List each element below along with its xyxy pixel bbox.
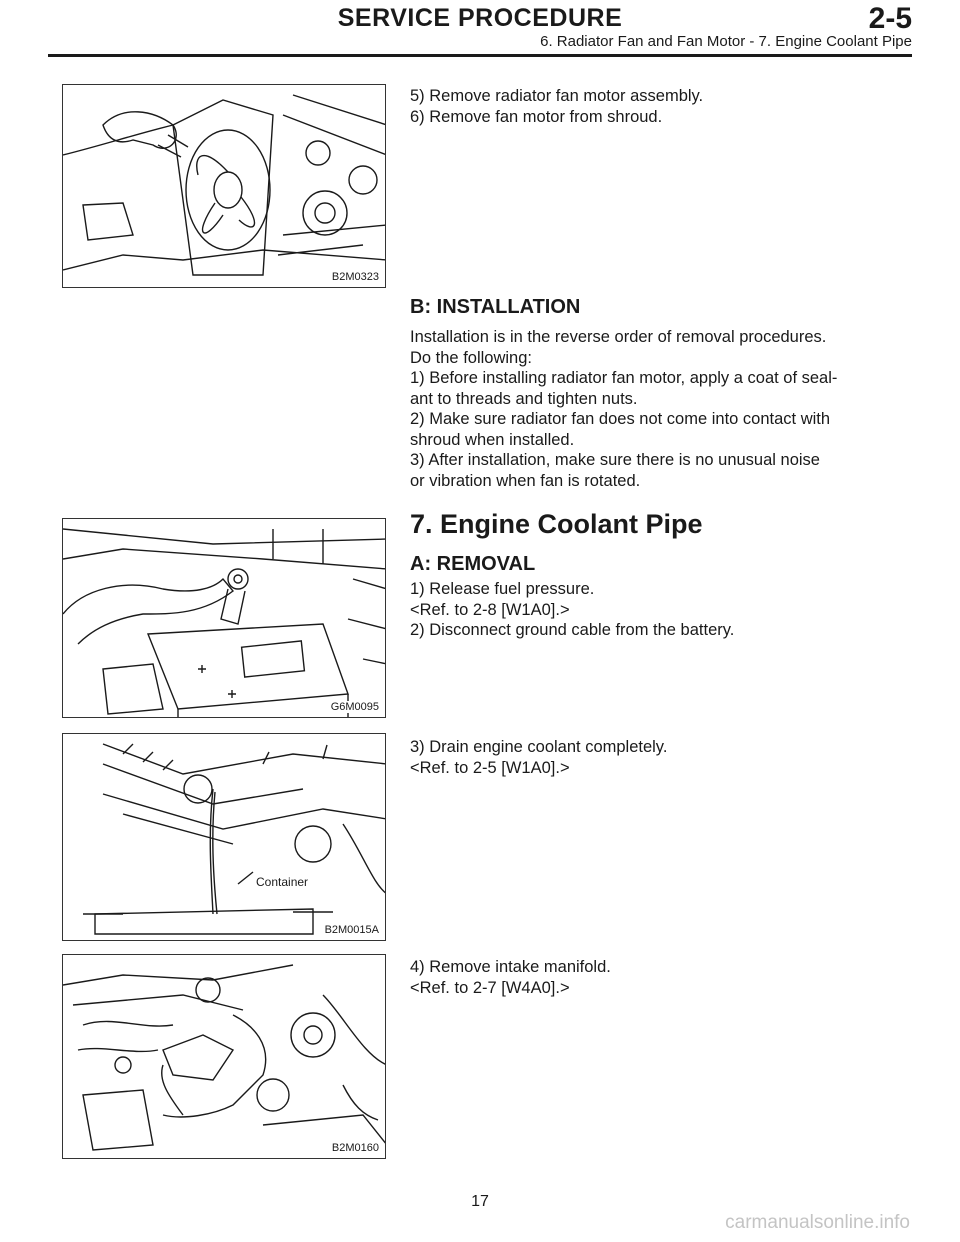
battery-illustration (63, 519, 386, 718)
container-label: Container (256, 875, 309, 889)
installation-line: Do the following: (410, 348, 532, 367)
reference: <Ref. to 2-5 [W1A0].> (410, 758, 570, 777)
figure-intake-manifold (62, 954, 386, 1159)
figure-code: B2M0015A (324, 924, 379, 936)
step-4: 4) Remove intake manifold. (410, 958, 611, 976)
removal-steps-5-6 (410, 86, 880, 127)
intake-manifold-illustration (63, 955, 386, 1159)
figure-battery-ground-cable (62, 518, 386, 718)
reference: <Ref. to 2-7 [W4A0].> (410, 978, 570, 997)
figure-code: B2M0323 (331, 271, 379, 283)
section-7-heading: 7. Engine Coolant Pipe (410, 509, 703, 539)
installation-heading: B: INSTALLATION (410, 296, 581, 318)
installation-text (410, 327, 880, 491)
drain-coolant-illustration (63, 734, 386, 941)
coolant-pipe-step-4 (410, 957, 880, 998)
fan-motor-illustration (63, 85, 386, 288)
watermark: carmanualsonline.info (725, 1212, 910, 1233)
installation-line: shroud when installed. (410, 430, 575, 449)
section-number: 2-5 (868, 2, 912, 35)
removal-heading: A: REMOVAL (410, 553, 536, 575)
step-6: 6) Remove fan motor from shroud. (410, 107, 663, 126)
header-rule (48, 54, 912, 57)
figure-drain-coolant (62, 733, 386, 941)
step-5: 5) Remove radiator fan motor assembly. (410, 87, 704, 105)
installation-line: 3) After installation, make sure there is no unusual noise (410, 451, 820, 469)
installation-line: or vibration when fan is rotated. (410, 471, 641, 490)
installation-line: 1) Before installing radiator fan motor, apply a coat of seal- (410, 369, 838, 387)
coolant-pipe-steps-1-2 (410, 579, 880, 641)
installation-line: 2) Make sure radiator fan does not come into contact with (410, 410, 831, 428)
step-3: 3) Drain engine coolant completely. (410, 738, 668, 756)
installation-line: ant to threads and tighten nuts. (410, 389, 638, 408)
page-header-title: SERVICE PROCEDURE (337, 4, 623, 32)
figure-code: B2M0160 (331, 1142, 379, 1154)
coolant-pipe-step-3 (410, 737, 880, 778)
step-1: 1) Release fuel pressure. (410, 580, 595, 598)
installation-line: Installation is in the reverse order of removal procedures. (410, 328, 827, 346)
figure-code: G6M0095 (330, 701, 379, 713)
step-2: 2) Disconnect ground cable from the battery. (410, 621, 735, 639)
figure-fan-motor-removal (62, 84, 386, 288)
reference: <Ref. to 2-8 [W1A0].> (410, 600, 570, 619)
page-number: 17 (471, 1193, 489, 1210)
page-header-subtitle: 6. Radiator Fan and Fan Motor - 7. Engine Coolant Pipe (540, 33, 912, 50)
